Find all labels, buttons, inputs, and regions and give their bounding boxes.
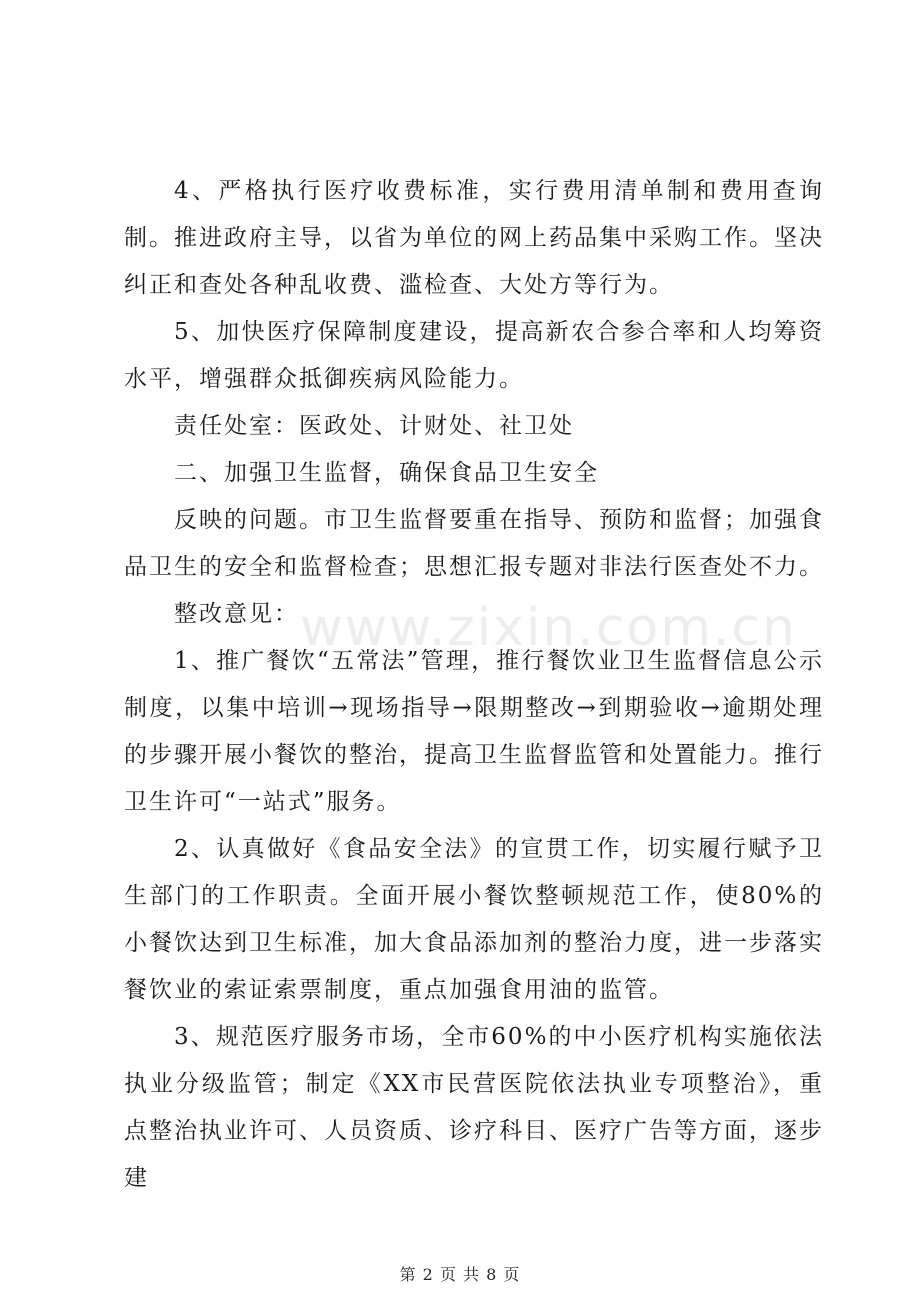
section-heading: 二、加强卫生监督，确保食品卫生安全 xyxy=(174,460,599,486)
watermark: www.zixin.com.cn xyxy=(300,598,797,658)
document-body xyxy=(124,168,824,1202)
rectification-heading: 整改意见： xyxy=(174,601,299,627)
responsible-office: 责任处室：医政处、计财处、社卫处 xyxy=(174,413,574,439)
page-number: 第 2 页 共 8 页 xyxy=(399,1265,521,1284)
rectification-item-2: 2、认真做好《食品安全法》的宣贯工作，切实履行赋予卫生部门的工作职责。全面开展小餐饮整顿规范工作，使80%的小餐饮达到卫生标准，加大食品添加剂的整治力度，进一步落实餐饮业的索证索票制度，重点加强食用油的监管。 xyxy=(124,836,824,1003)
rectification-item-1: 1、推广餐饮“五常法”管理，推行餐饮业卫生监督信息公示制度，以集中培训→现场指导→限期整改→到期验收→逾期处理的步骤开展小餐饮的整治，提高卫生监督监管和处置能力。推行卫生许可“一站式”服务。 xyxy=(124,648,824,815)
paragraph-item-5: 5、加快医疗保障制度建设，提高新农合参合率和人均筹资水平，增强群众抵御疾病风险能力。 xyxy=(124,319,824,392)
reported-issues: 反映的问题。市卫生监督要重在指导、预防和监督；加强食品卫生的安全和监督检查；思想汇报专题对非法行医查处不力。 xyxy=(124,507,824,580)
paragraph-item-4: 4、严格执行医疗收费标准，实行费用清单制和费用查询制。推进政府主导，以省为单位的网上药品集中采购工作。坚决纠正和查处各种乱收费、滥检查、大处方等行为。 xyxy=(124,178,824,298)
rectification-item-3: 3、规范医疗服务市场，全市60%的中小医疗机构实施依法执业分级监管；制定《XX市民营医院依法执业专项整治》，重点整治执业许可、人员资质、诊疗科目、医疗广告等方面，逐步建 xyxy=(124,1024,824,1191)
